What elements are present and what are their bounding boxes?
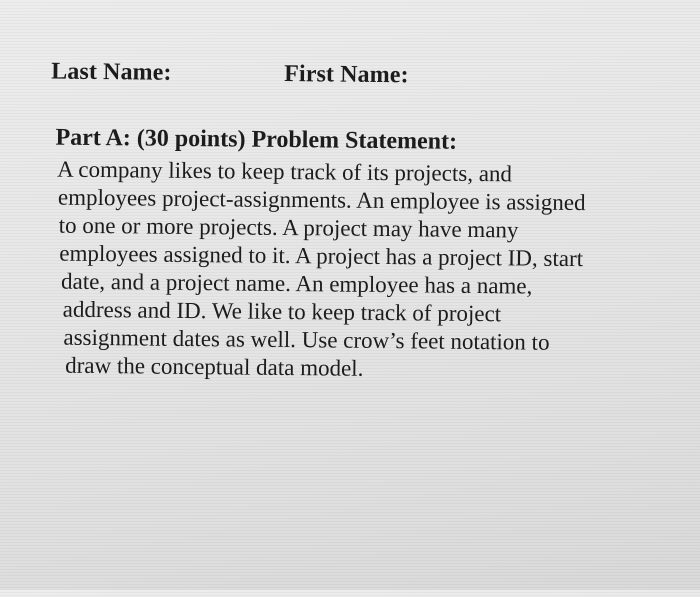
problem-line-8: draw the conceptual data model. [65, 352, 364, 381]
last-name-label: Last Name: [51, 58, 172, 86]
first-name-label: First Name: [284, 60, 409, 89]
problem-line-7: assignment dates as well. Use crow’s feet notation to [63, 324, 550, 355]
problem-line-5: date, and a project name. An employee has a name, [60, 268, 533, 299]
problem-line-3: to one or more projects. A project may have many [58, 212, 519, 243]
problem-line-4: employees assigned to it. A project has a project ID, start [59, 240, 584, 272]
problem-line-1: A company likes to keep track of its projects, and [57, 156, 513, 187]
problem-line-6: address and ID. We like to keep track of project [62, 296, 502, 327]
problem-line-2: employees project-assignments. An employee is assigned [57, 184, 586, 216]
part-a-title: Part A: (30 points) Problem Statement: [55, 124, 458, 155]
